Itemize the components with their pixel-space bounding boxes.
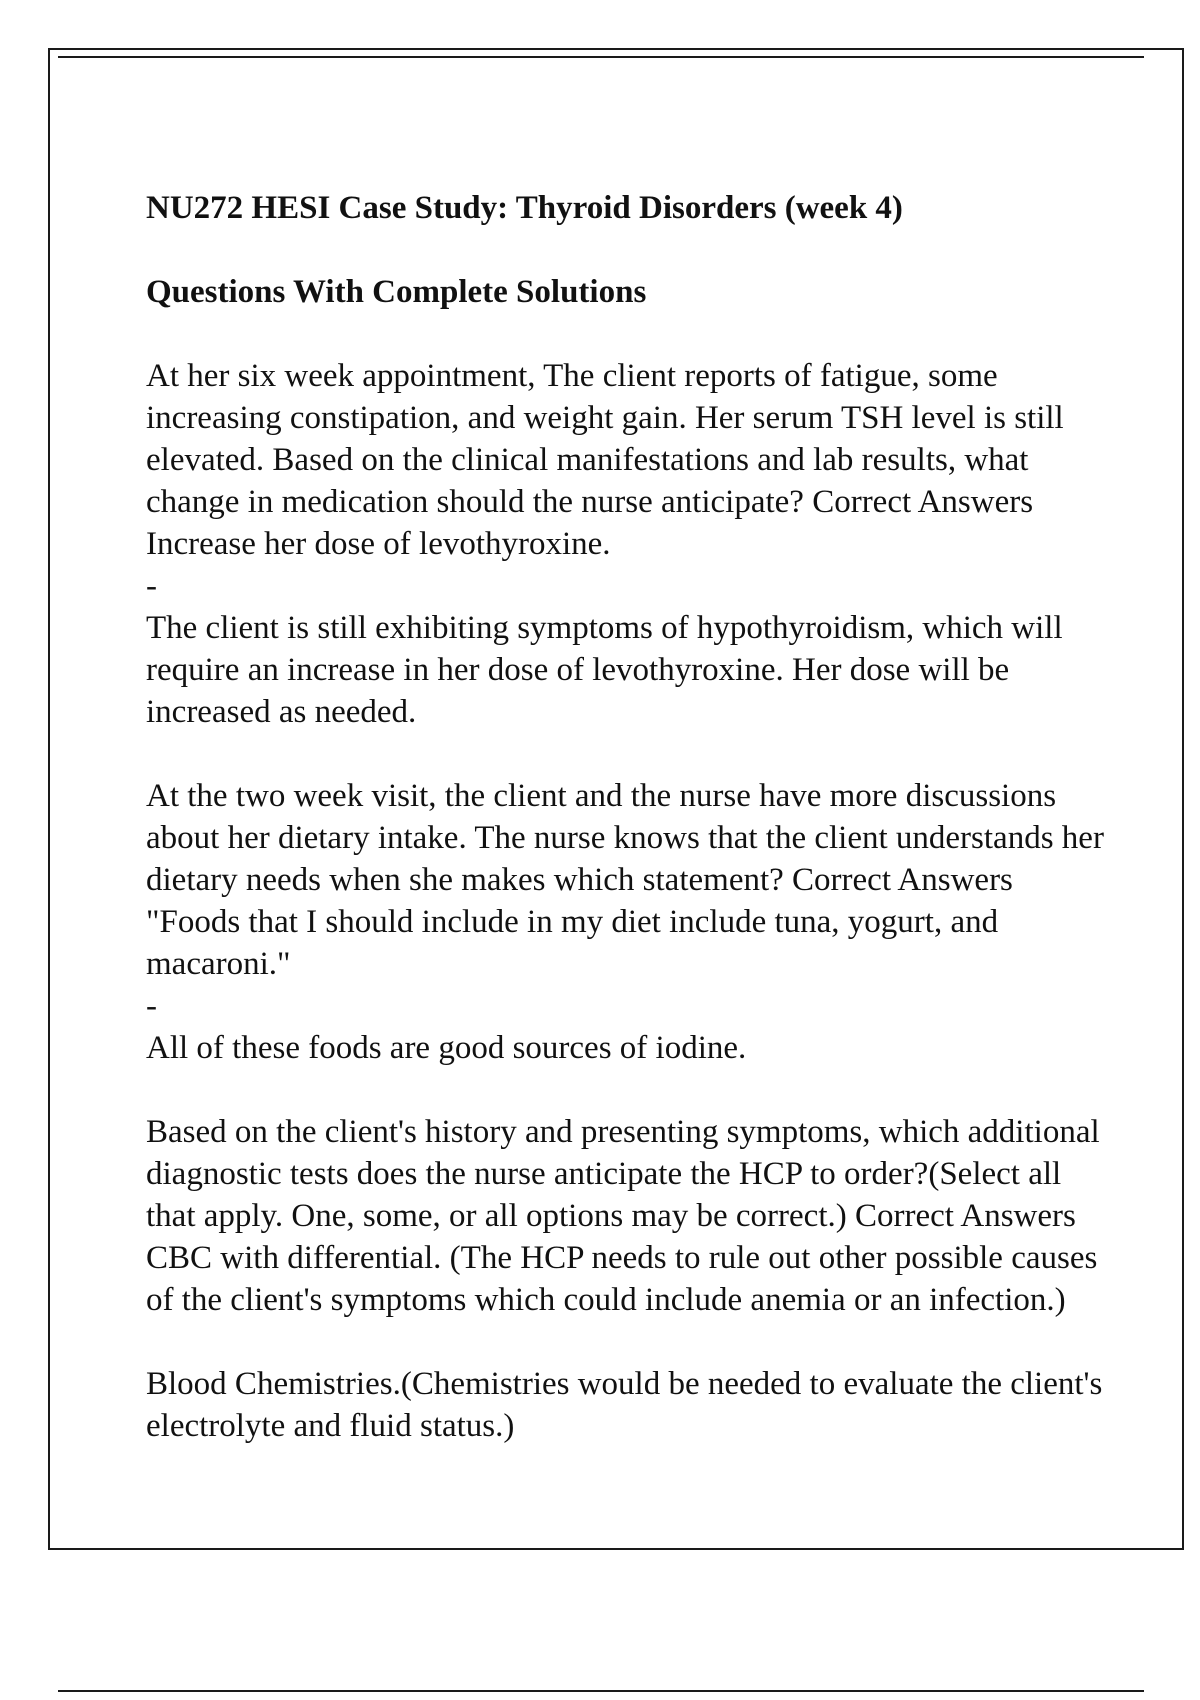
question-1-rationale: The client is still exhibiting symptoms of hypothyroidism, which will require an increase in her dose of levothyroxine. Her dose will be increased as needed. xyxy=(146,610,1063,730)
paragraph-gap xyxy=(146,1321,1106,1363)
question-2-separator: - xyxy=(146,988,157,1024)
document-title xyxy=(146,145,1106,313)
paragraph-gap xyxy=(146,733,1106,775)
paragraph-gap xyxy=(146,1069,1106,1111)
title-line-2: Questions With Complete Solutions xyxy=(146,274,647,310)
top-rule xyxy=(58,56,1144,58)
question-3: Based on the client's history and presenting symptoms, which additional diagnostic tests does the nurse anticipate the HCP to order?(Select all that apply. One, some, or all options may be correct.) Correct Answers CBC with differential. (The HCP needs to rule out other possible causes of the client's symptoms which could include anemia or an infection.) xyxy=(146,1114,1100,1318)
question-2-rationale: All of these foods are good sources of iodine. xyxy=(146,1030,747,1066)
bottom-rule xyxy=(58,1690,1144,1692)
question-2: At the two week visit, the client and the nurse have more discussions about her dietary intake. The nurse knows that the client understands her dietary needs when she makes which statement? Correct Answers "Foods that I should include in my diet include tuna, yogurt, and macaroni." xyxy=(146,778,1104,982)
question-1: At her six week appointment, The client reports of fatigue, some increasing constipation, and weight gain. Her serum TSH level is still elevated. Based on the clinical manifestations and lab results, what change in medication should the nurse anticipate? Correct Answers Increase her dose of levothyroxine. xyxy=(146,358,1064,562)
question-3-answer-2: Blood Chemistries.(Chemistries would be needed to evaluate the client's electrolyte and fluid status.) xyxy=(146,1366,1103,1444)
document-body xyxy=(146,145,1106,1447)
question-1-separator: - xyxy=(146,568,157,604)
title-line-1: NU272 HESI Case Study: Thyroid Disorders (week 4) xyxy=(146,190,903,226)
